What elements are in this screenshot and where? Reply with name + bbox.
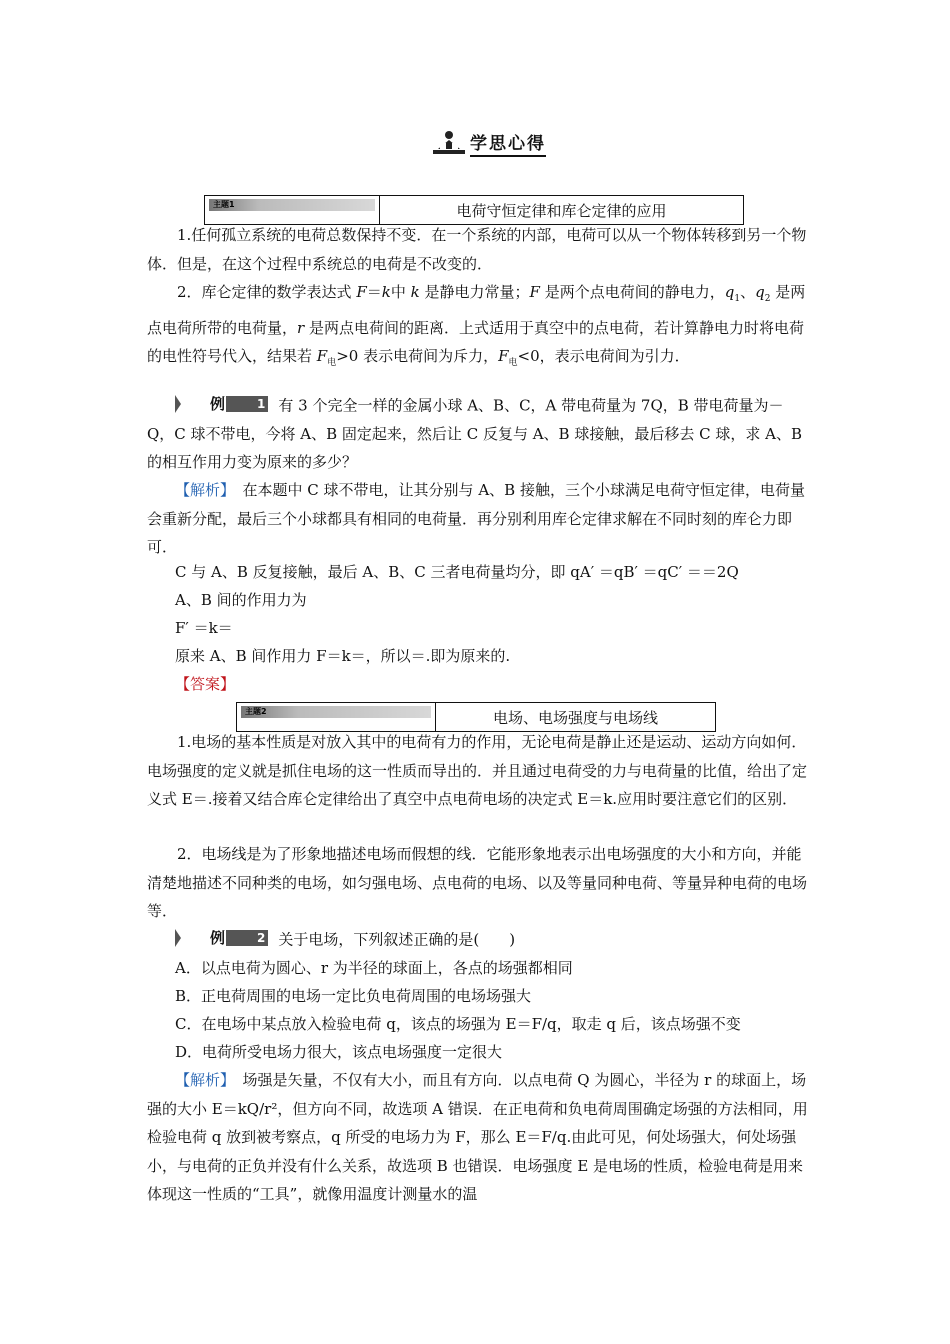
solution-line-2: A、B 间的作用力为 xyxy=(175,591,307,609)
paragraph-3: 1.电场的基本性质是对放入其中的电荷有力的作用，无论电荷是静止还是运动、运动方向如何．电场强度的定义就是抓住电场的这一性质而导出的．并且通过电荷受的力与电荷量的比值，给出了定义式 E＝.接着又结合库仑定律给出了真空中点电荷电场的决定式 E＝k.应用时要注意它们的区别． xyxy=(147,733,808,808)
option-b: B．正电荷周围的电场一定比负电荷周围的电场场强大 xyxy=(175,987,532,1005)
example-badge: 例 1 xyxy=(175,390,268,419)
topic-tag: 主题1 xyxy=(213,200,235,209)
paragraph-4: 2．电场线是为了形象地描述电场而假想的线．它能形象地表示出电场强度的大小和方向，并能清楚地描述不同种类的电场，如匀强电场、点电荷的电场、以及等量同种电荷、等量异种电荷的电场等． xyxy=(147,845,808,920)
option-a: A．以点电荷为圆心、r 为半径的球面上，各点的场强都相同 xyxy=(175,959,573,977)
solution-line-4: 原来 A、B 间作用力 F＝k＝，所以＝.即为原来的. xyxy=(175,647,511,665)
solution-label: 【解析】 xyxy=(175,1071,228,1089)
reading-figure-icon xyxy=(432,130,466,156)
topic-title: 电荷守恒定律和库仑定律的应用 xyxy=(379,196,743,224)
topic-tag-box xyxy=(205,196,379,224)
option-d: D．电荷所受电场力很大，该点电场强度一定很大 xyxy=(175,1043,503,1061)
topic-tag: 主题2 xyxy=(245,707,267,716)
solution-line-3: F′ ＝k＝ xyxy=(175,619,233,637)
header-title: 学思心得 xyxy=(470,129,546,157)
section-header xyxy=(432,128,546,158)
solution-label: 【解析】 xyxy=(175,481,228,499)
solution-2: 【解析】 场强是矢量，不仅有大小，而且有方向．以点电荷 Q 为圆心，半径为 r 的球面上，场强的大小 E＝kQ/r²，但方向不同，故选项 A 错误．在正电荷和负电荷周围确定场强的方法相同，用检验电荷 q 放到被考察点，q 所受的电场力为 F，那么 E＝F/q.由此可见，何处场强大，何处场强小，与电荷的正负并没有什么关系，故选项 B 也错误．电场强度 E 是电场的性质，检验电荷是用来体现这一性质的“工具”，就像用温度计测量水的温 xyxy=(147,1071,808,1203)
example-badge: 例 2 xyxy=(175,924,268,953)
topic-title: 电场、电场强度与电场线 xyxy=(435,703,715,731)
example-1: 例 1 有 3 个完全一样的金属小球 A、B、C，A 带电荷量为 7Q，B 带电荷量为－Q，C 球不带电，今将 A、B 固定起来，然后让 C 反复与 A、B 球接触，最后移去 C 球，求 A、B 的相互作用力变为原来的多少？ xyxy=(147,390,809,477)
example-2: 例 2 关于电场，下列叙述正确的是( ) xyxy=(147,924,809,954)
solution-1: 【解析】 在本题中 C 球不带电，让其分别与 A、B 接触，三个小球满足电荷守恒定律，电荷量会重新分配，最后三个小球都具有相同的电荷量．再分别利用库仑定律求解在不同时刻的库仑力即可． xyxy=(147,481,805,556)
topic-tag-box xyxy=(237,703,435,731)
answer-label: 【答案】 xyxy=(175,675,236,693)
paragraph-2: 2．库仑定律的数学表达式 F＝k中 k 是静电力常量；F 是两个点电荷间的静电力，$q_1$、$q_2$ 是两点电荷所带的电荷量，r 是两点电荷间的距离．上式适用于真空中的点电荷，若计算静电力时将电荷的电性符号代入，结果若 $F_电>0$ 表示电荷间为斥力，$F_电<0$，表示电荷间为引力． xyxy=(147,283,806,368)
solution-line-1: C 与 A、B 反复接触，最后 A、B、C 三者电荷量均分，即 qA′ ＝qB′ ＝qC′ ＝＝2Q xyxy=(175,563,739,581)
paragraph-1: 1.任何孤立系统的电荷总数保持不变．在一个系统的内部，电荷可以从一个物体转移到另一个物体．但是，在这个过程中系统总的电荷是不改变的． xyxy=(147,226,807,273)
option-c: C．在电场中某点放入检验电荷 q，该点的场强为 E＝F/q，取走 q 后，该点场强不变 xyxy=(175,1015,741,1033)
